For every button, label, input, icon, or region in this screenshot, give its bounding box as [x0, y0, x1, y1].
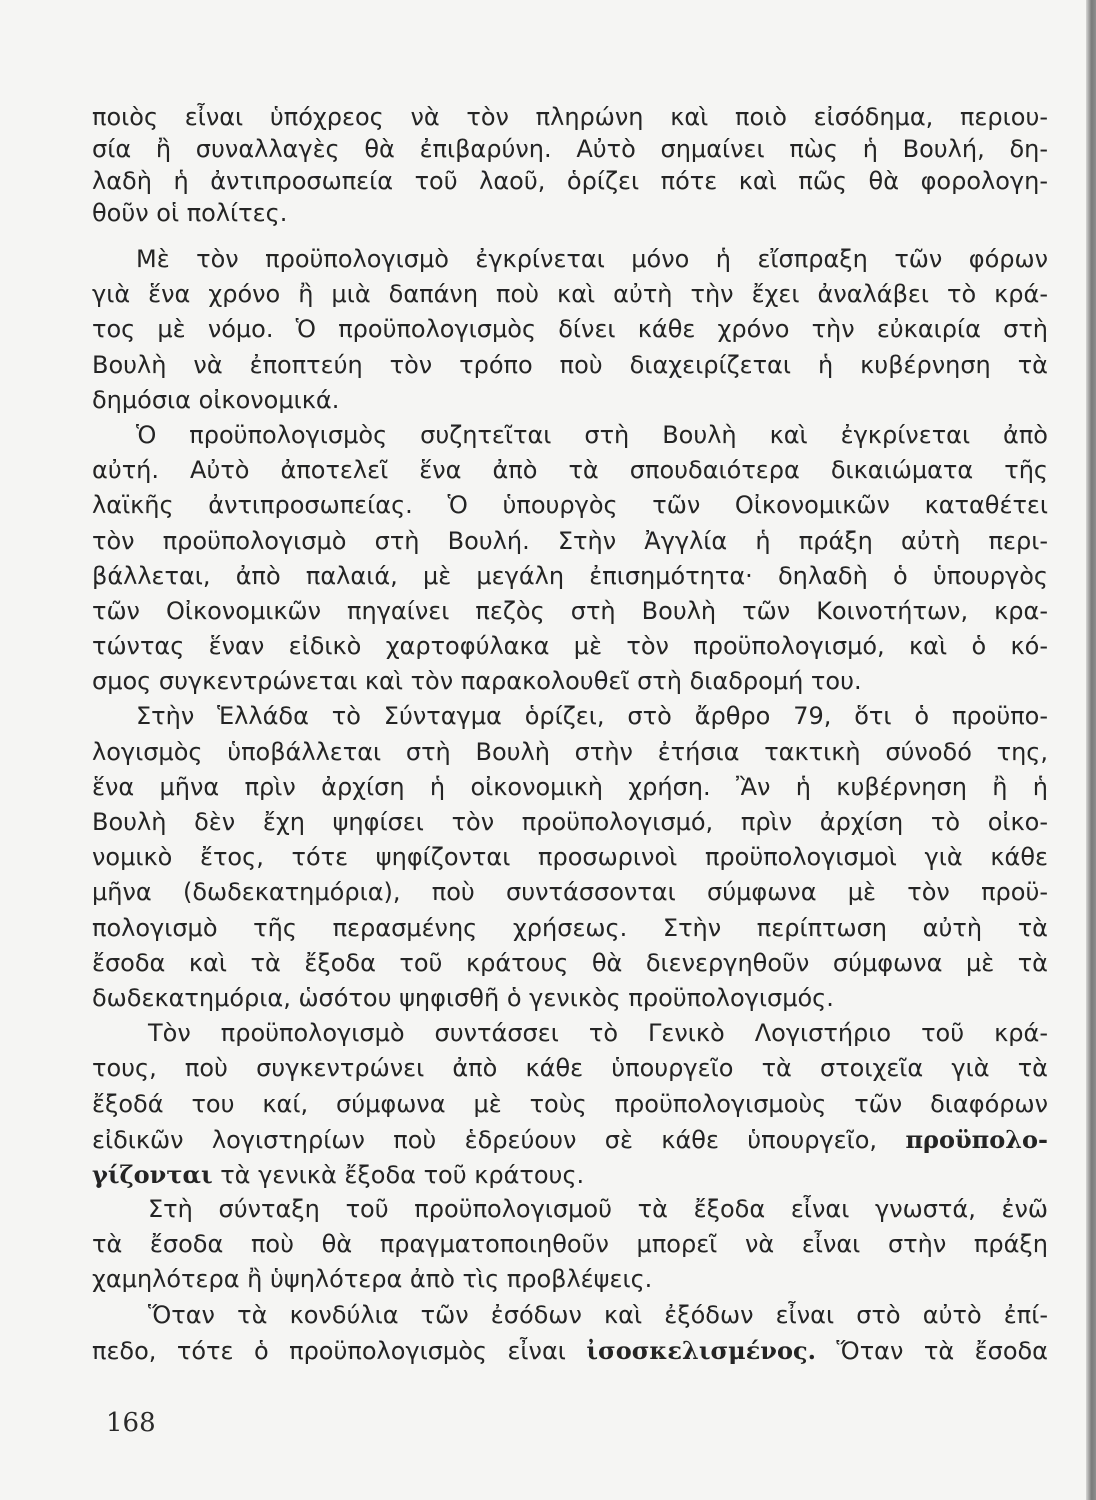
text-line: Βουλὴ δὲν ἔχη ψηφίσει τὸν προϋπολογισμό, πρὶν ἀρχίση τὸ οἰκο-: [92, 808, 1048, 836]
text-line: Στὴν Ἑλλάδα τὸ Σύνταγμα ὁρίζει, στὸ ἄρθρο 79, ὅτι ὁ προϋπο-: [136, 702, 1048, 731]
text-segment: πεδο, τότε ὁ προϋπολογισμὸς εἶναι: [92, 1336, 566, 1365]
page-number: 168: [106, 1408, 156, 1438]
paragraph: [92, 101, 1048, 229]
text-line: τος μὲ νόμο. Ὁ προϋπολογισμὸς δίνει κάθε χρόνο τὴν εὐκαιρία στὴ: [92, 315, 1048, 344]
text-segment: Ὅταν τὰ ἔσοδα: [836, 1336, 1048, 1365]
text-line: Ὅταν τὰ κονδύλια τῶν ἐσόδων καὶ ἐξόδων εἶναι στὸ αὐτὸ ἐπί-: [148, 1300, 1048, 1329]
bold-term: γίζονται: [92, 1159, 213, 1189]
text-segment: τὰ γενικὰ ἔξοδα τοῦ κράτους.: [220, 1160, 585, 1189]
text-line: τὰ ἔσοδα ποὺ θὰ πραγματοποιηθοῦν μπορεῖ νὰ εἶναι στὴν πράξη: [92, 1230, 1048, 1259]
text-line: [92, 1122, 1048, 1157]
paragraph: [92, 699, 1048, 1016]
text-line: σία ἢ συναλλαγὲς θὰ ἐπιβαρύνη. Αὐτὸ σημαίνει πὼς ἡ Βουλή, δη-: [92, 135, 1048, 163]
text-line: δημόσια οἰκονομικά.: [92, 385, 340, 414]
text-line: ἕνα μῆνα πρὶν ἀρχίση ἡ οἰκονομικὴ χρήση. Ἂν ἡ κυβέρνηση ἢ ἡ: [92, 772, 1048, 801]
paragraph: [92, 1298, 1048, 1368]
text-line: χαμηλότερα ἢ ὑψηλότερα ἀπὸ τὶς προβλέψεις.: [92, 1265, 653, 1294]
text-line: ἔξοδά του καί, σύμφωνα μὲ τοὺς προϋπολογισμοὺς τῶν διαφόρων: [92, 1089, 1048, 1118]
text-line: τώντας ἕναν εἰδικὸ χαρτοφύλακα μὲ τὸν προϋπολογισμό, καὶ ὁ κό-: [92, 632, 1048, 661]
bold-term: προϋπολο-: [905, 1124, 1049, 1154]
text-line: Τὸν προϋπολογισμὸ συντάσσει τὸ Γενικὸ Λογιστήριο τοῦ κρά-: [148, 1019, 1048, 1048]
text-line: [92, 1157, 1048, 1192]
text-line: λαδὴ ἡ ἀντιπροσωπεία τοῦ λαοῦ, ὁρίζει πότε καὶ πῶς θὰ φορολογη-: [92, 167, 1048, 195]
text-line: λογισμὸς ὑποβάλλεται στὴ Βουλὴ στὴν ἐτήσια τακτικὴ σύνοδό της,: [92, 737, 1048, 766]
text-line: ποιὸς εἶναι ὑπόχρεος νὰ τὸν πληρώνη καὶ ποιὸ εἰσόδημα, περιου-: [92, 103, 1048, 131]
bold-term: ἰσοσκελισμένος.: [586, 1335, 816, 1365]
paragraph: [92, 1192, 1048, 1298]
text-line: βάλλεται, ἀπὸ παλαιά, μὲ μεγάλη ἐπισημότητα· δηλαδὴ ὁ ὑπουργὸς: [92, 561, 1048, 590]
text-line: μῆνα (δωδεκατημόρια), ποὺ συντάσσονται σύμφωνα μὲ τὸν προϋ-: [92, 878, 1048, 907]
text-line: Βουλὴ νὰ ἐποπτεύη τὸν τρόπο ποὺ διαχειρίζεται ἡ κυβέρνηση τὰ: [92, 350, 1048, 379]
text-line: Στὴ σύνταξη τοῦ προϋπολογισμοῦ τὰ ἔξοδα εἶναι γνωστά, ἐνῶ: [148, 1195, 1048, 1224]
text-line: τῶν Οἰκονομικῶν πηγαίνει πεζὸς στὴ Βουλὴ τῶν Κοινοτήτων, κρα-: [92, 596, 1048, 625]
text-line: [92, 1333, 1048, 1368]
body-text: [92, 101, 1048, 1368]
text-line: ἔσοδα καὶ τὰ ἔξοδα τοῦ κράτους θὰ διενεργηθοῦν σύμφωνα μὲ τὰ: [92, 948, 1048, 977]
text-line: Μὲ τὸν προϋπολογισμὸ ἐγκρίνεται μόνο ἡ εἴσπραξη τῶν φόρων: [136, 245, 1048, 273]
text-line: τους, ποὺ συγκεντρώνει ἀπὸ κάθε ὑπουργεῖο τὰ στοιχεῖα γιὰ τὰ: [92, 1054, 1048, 1083]
text-line: σμος συγκεντρώνεται καὶ τὸν παρακολουθεῖ στὴ διαδρομή του.: [92, 667, 862, 696]
text-line: πολογισμὸ τῆς περασμένης χρήσεως. Στὴν περίπτωση αὐτὴ τὰ: [92, 913, 1048, 942]
text-line: νομικὸ ἔτος, τότε ψηφίζονται προσωρινοὶ προϋπολογισμοὶ γιὰ κάθε: [92, 843, 1048, 872]
scan-edge: [1086, 0, 1096, 1500]
text-line: γιὰ ἕνα χρόνο ἢ μιὰ δαπάνη ποὺ καὶ αὐτὴ τὴν ἔχει ἀναλάβει τὸ κρά-: [92, 280, 1048, 309]
text-line: τὸν προϋπολογισμὸ στὴ Βουλή. Στὴν Ἀγγλία ἡ πράξη αὐτὴ περι-: [92, 526, 1048, 555]
paragraph: [92, 1016, 1048, 1192]
paragraph: [92, 242, 1048, 418]
text-line: αὐτή. Αὐτὸ ἀποτελεῖ ἕνα ἀπὸ τὰ σπουδαιότερα δικαιώματα τῆς: [92, 456, 1048, 485]
text-line: λαϊκῆς ἀντιπροσωπείας. Ὁ ὑπουργὸς τῶν Οἰκονομικῶν καταθέτει: [92, 491, 1048, 520]
text-segment: εἰδικῶν λογιστηρίων ποὺ ἑδρεύουν σὲ κάθε ὑπουργεῖο,: [92, 1125, 878, 1154]
text-line: δωδεκατημόρια, ὡσότου ψηφισθῆ ὁ γενικὸς προϋπολογισμός.: [92, 983, 834, 1012]
text-line: Ὁ προϋπολογισμὸς συζητεῖται στὴ Βουλὴ καὶ ἐγκρίνεται ἀπὸ: [136, 420, 1048, 449]
paragraph: [92, 418, 1048, 700]
text-line: θοῦν οἱ πολίτες.: [92, 199, 288, 227]
